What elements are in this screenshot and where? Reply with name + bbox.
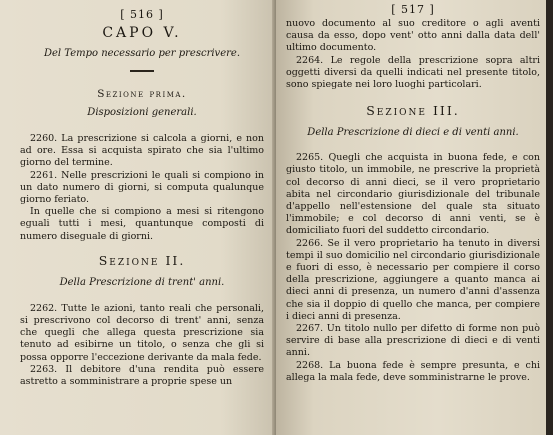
page-number-right: [ 517 ] <box>391 3 435 16</box>
section-heading-second: Sezione II. <box>98 252 186 268</box>
article-2268: 2268. La buona fede è sempre presunta, e chi allega la mala fede, deve somministrarne le prove. <box>286 359 540 383</box>
continued-paragraph: nuovo documento al suo creditore o agli aventi causa da esso, dopo vent' otto anni dalla data dell' ultimo documento. <box>286 18 540 54</box>
article-2263: 2263. Il debitore d'una rendita può essere astretto a somministrare a proprie spese un <box>20 363 264 388</box>
paragraph-months: In quelle che si compiono a mesi si ritengono eguali tutti i mesi, quantunque composti di numero diseguale di giorni. <box>20 206 264 242</box>
article-2267: 2267. Un titolo nullo per difetto di forme non può servire di base alla prescrizione di dieci e di venti anni. <box>286 323 540 359</box>
article-2262: 2262. Tutte le azioni, tanto reali che personali, si prescrivono col decorso di trent' anni, senza che quegli che allega questa prescrizione sia tenuto ad esibirne un titolo, o senza che gli si possa opporre l'eccezione derivante da mala fede. <box>20 302 264 363</box>
page-edge <box>546 0 553 435</box>
left-page <box>0 0 276 435</box>
left-page-content <box>20 0 264 388</box>
section-heading-third: Sezione III. <box>366 103 460 119</box>
article-2266: 2266. Se il vero proprietario ha tenuto in diversi tempi il suo domicilio nel circondario giurisdizionale e fuori di esso, è necessario per compiere il corso della prescrizione, aggiungere a quanto manca ai dieci anni di presenza, un numero d'anni d'assenza che sia il doppio di quello che manca, per compiere i dieci anni di presenza. <box>286 237 540 322</box>
article-2265: 2265. Quegli che acquista in buona fede, e con giusto titolo, un immobile, ne prescrive la proprietà col decorso di anni dieci, se il vero proprietario abita nel circondario giurisdizionale del tribunale d'appello nell'estensione del quale sta situato l'immobile; e col decorso di anni venti, se è domiciliato fuori del suddetto circondario. <box>286 152 540 237</box>
chapter-heading: CAPO V. <box>102 25 182 41</box>
section-heading-first: Sezione prima. <box>97 88 187 100</box>
heading-rule <box>130 70 154 72</box>
section-subtitle-first: Disposizioni generali. <box>87 107 197 118</box>
right-page-content <box>286 0 540 384</box>
section-subtitle-third: Della Prescrizione di dieci e di venti anni. <box>307 127 519 139</box>
section-subtitle-second: Della Prescrizione di trent' anni. <box>59 276 225 288</box>
article-2260: 2260. La prescrizione si calcola a giorni, e non ad ore. Essa si acquista spirato che sia l'ultimo giorno del termine. <box>20 133 264 169</box>
article-2264: 2264. Le regole della prescrizione sopra altri oggetti diversi da quelli indicati nel presente titolo, sono spiegate nei loro luoghi particolari. <box>286 54 540 91</box>
right-page <box>276 0 546 435</box>
page-number-left: [ 516 ] <box>120 8 164 21</box>
chapter-title: Del Tempo necessario per prescrivere. <box>43 48 241 59</box>
article-2261: 2261. Nelle prescrizioni le quali si compiono in un dato numero di giorni, si computa qualunque giorno feriato. <box>20 169 264 206</box>
